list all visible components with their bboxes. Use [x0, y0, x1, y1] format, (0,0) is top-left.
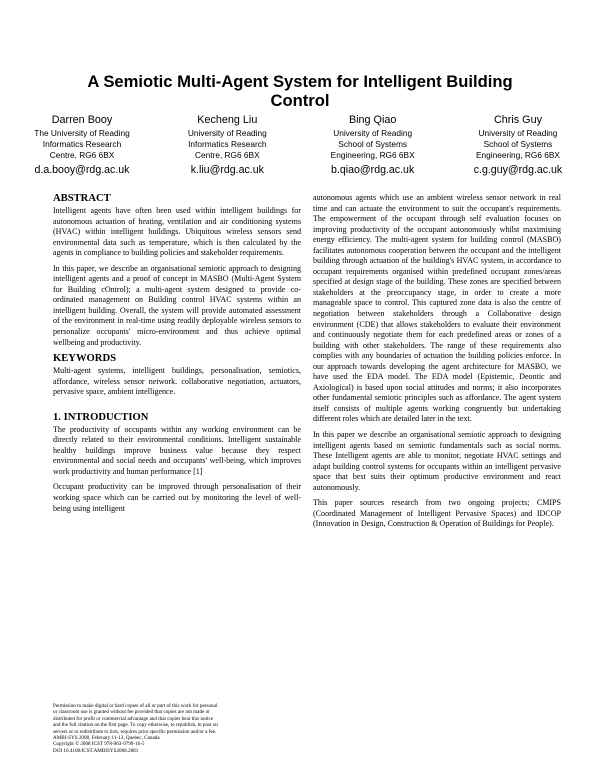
author-department: Informatics Research [42, 139, 122, 150]
left-column [53, 193, 301, 519]
author-1 [18, 114, 146, 177]
author-affiliation: University of Reading [187, 128, 267, 138]
author-department: School of Systems [483, 139, 553, 150]
copyright-line: or classroom use is granted without fee provided that copies are not made or [53, 709, 210, 716]
introduction-paragraph-2: Occupant productivity can be improved through personalisation of their working space which can be carried out by monitoring the level of well-being using intelligent [53, 482, 301, 513]
author-affiliation: The University of Reading [34, 128, 130, 138]
right-column [313, 193, 561, 535]
author-department: Informatics Research [188, 139, 267, 150]
copyright-line: Copyright © 2008 ICST 978-963-9799-16-5 [53, 741, 145, 748]
author-address: Centre, RG6 6BX [49, 150, 115, 161]
author-name: Kecheng Liu [197, 114, 258, 126]
keywords-heading: KEYWORDS [53, 353, 116, 365]
author-name: Chris Guy [493, 114, 542, 126]
author-address: Centre, RG6 6BX [195, 150, 260, 161]
right-paragraph-1: autonomous agents which use an ambient wireless sensor network in real time and can actuate the environment to suit the occupant's requirements. The empowerment of the occupant through self evaluation focuses on improving productivity of the occupant autonomously whilst maximising energy efficiency. The multi-agent system for building control (MASBO) facilitates autonomous cooperation between the occupant and the intelligent building through actuation of the building's HVAC system, in accordance to occupant requirements organised within predefined occupant zones/areas specified at design stage of the building. These zones are specified between stakeholders at the preoccupancy stage, in order to create a more manageable space to control. This captured zone data is also the centre of negotiation between stakeholders through a Collaborative design environment (CDE) that allows stakeholders to evaluate their environment and continuously negotiate them for each predefined areas or zones of a building with other stakeholders. The range of these requirements also complies with any boundaries of actuation the building policies enforce. In our approach towards developing the agent architecture for MASBO, we have used the EDA model. The EDA model (Epistemic, Deontic and Axiological) is based upon social attitudes and norms; it also incorporates other fundamental semiotic principles such as affordance. The agent system itself consists of multiple agents working congruently but undertaking different roles which are detailed later in the text. [313, 193, 561, 424]
author-email: c.g.guy@rdg.ac.uk [473, 163, 563, 176]
abstract-heading: ABSTRACT [53, 193, 111, 204]
copyright-line: servers or to redistribute to lists, requires prior specific permission and/or a fee. [53, 728, 217, 735]
title-line-1: A Semiotic Multi-Agent System for Intelligent Building [87, 72, 513, 91]
paper-title [20, 72, 580, 110]
copyright-line: Permission to make digital or hard copies of all or part of this work for personal [53, 703, 218, 709]
author-3 [309, 114, 437, 177]
author-email: k.liu@rdg.ac.uk [190, 163, 264, 176]
author-address: Engineering, RG6 6BX [330, 150, 415, 161]
copyright-line: AMBI-SYS 2008, February 11-13, Quebec, Canada [53, 735, 160, 742]
author-block [18, 114, 582, 177]
author-email: b.qiao@rdg.ac.uk [331, 163, 415, 176]
author-address: Engineering, RG6 6BX [476, 150, 560, 161]
introduction-heading: 1. INTRODUCTION [53, 411, 149, 423]
author-department: School of Systems [338, 139, 408, 150]
introduction-paragraph-1: The productivity of occupants within any working environment can be directly related to their environmental conditions. Intelligent sustainable healthy buildings improve business value because they respect environmental and social needs and occupants' well-being, which improves work productivity and human performance [1] [53, 424, 301, 476]
title-line-2: Control [270, 91, 330, 110]
copyright-line: and the full citation on the first page. To copy otherwise, to republish, to post on [53, 722, 218, 729]
author-name: Bing Qiao [348, 114, 397, 126]
author-name: Darren Booy [51, 114, 113, 126]
copyright-notice [53, 703, 293, 754]
author-affiliation: University of Reading [478, 128, 558, 138]
abstract-paragraph-2: In this paper, we describe an organisational semiotic approach to designing intelligent agents and a proof of concept in MASBO (Multi-Agent System for Building cOntrol); a multi-agent system designed to provide co-ordinated management on Building control HVAC systems within an intelligent building. Overall, the system will provide automated assessment of the environment in real-time using readily deployable wireless sensors to personalize occupants' micro-environment and thus achieve optimal wellbeing and productivity. [53, 263, 301, 347]
keywords-text: Multi-agent systems, intelligent buildings, personalisation, semiotics, affordance, wireless sensor network. collaborative negotiation, actuators, pervasive space, ambient intelligence. [53, 366, 301, 397]
copyright-line: distributed for profit or commercial advantage and that copies bear this notice [53, 715, 214, 722]
author-4 [454, 114, 582, 177]
abstract-paragraph-1: Intelligent agents have often been used within intelligent buildings for autonomous actuation of heating, ventilation and air conditioning systems (HVAC) within intelligent buildings. Ubiquitous wireless sensors send environmental data such as temperature, which is then calculated by the agents in compliance to building policies and stakeholder requirements. [53, 206, 301, 258]
right-paragraph-2: In this paper we describe an organisational semiotic approach to designing intelligent agents based on semiotic fundamentals such as social norms. These Intelligent agents are able to monitor, negotiate HVAC settings and adapt building control systems for occupants within an intelligent pervasive space that best suits their optimum productive environment and react autonomously. [313, 430, 561, 492]
copyright-line: DOI 10.4108/ICST.AMBISYS2008.2881 [53, 747, 139, 754]
author-affiliation: University of Reading [333, 128, 413, 138]
author-email: d.a.booy@rdg.ac.uk [34, 163, 130, 176]
author-2 [163, 114, 291, 177]
right-paragraph-3: This paper sources research from two ongoing projects; CMIPS (Coordinated Management of Intelligent Pervasive Spaces) and IDCOP (Innovation in Design, Construction & Operation of Buildings for People). [313, 498, 561, 529]
